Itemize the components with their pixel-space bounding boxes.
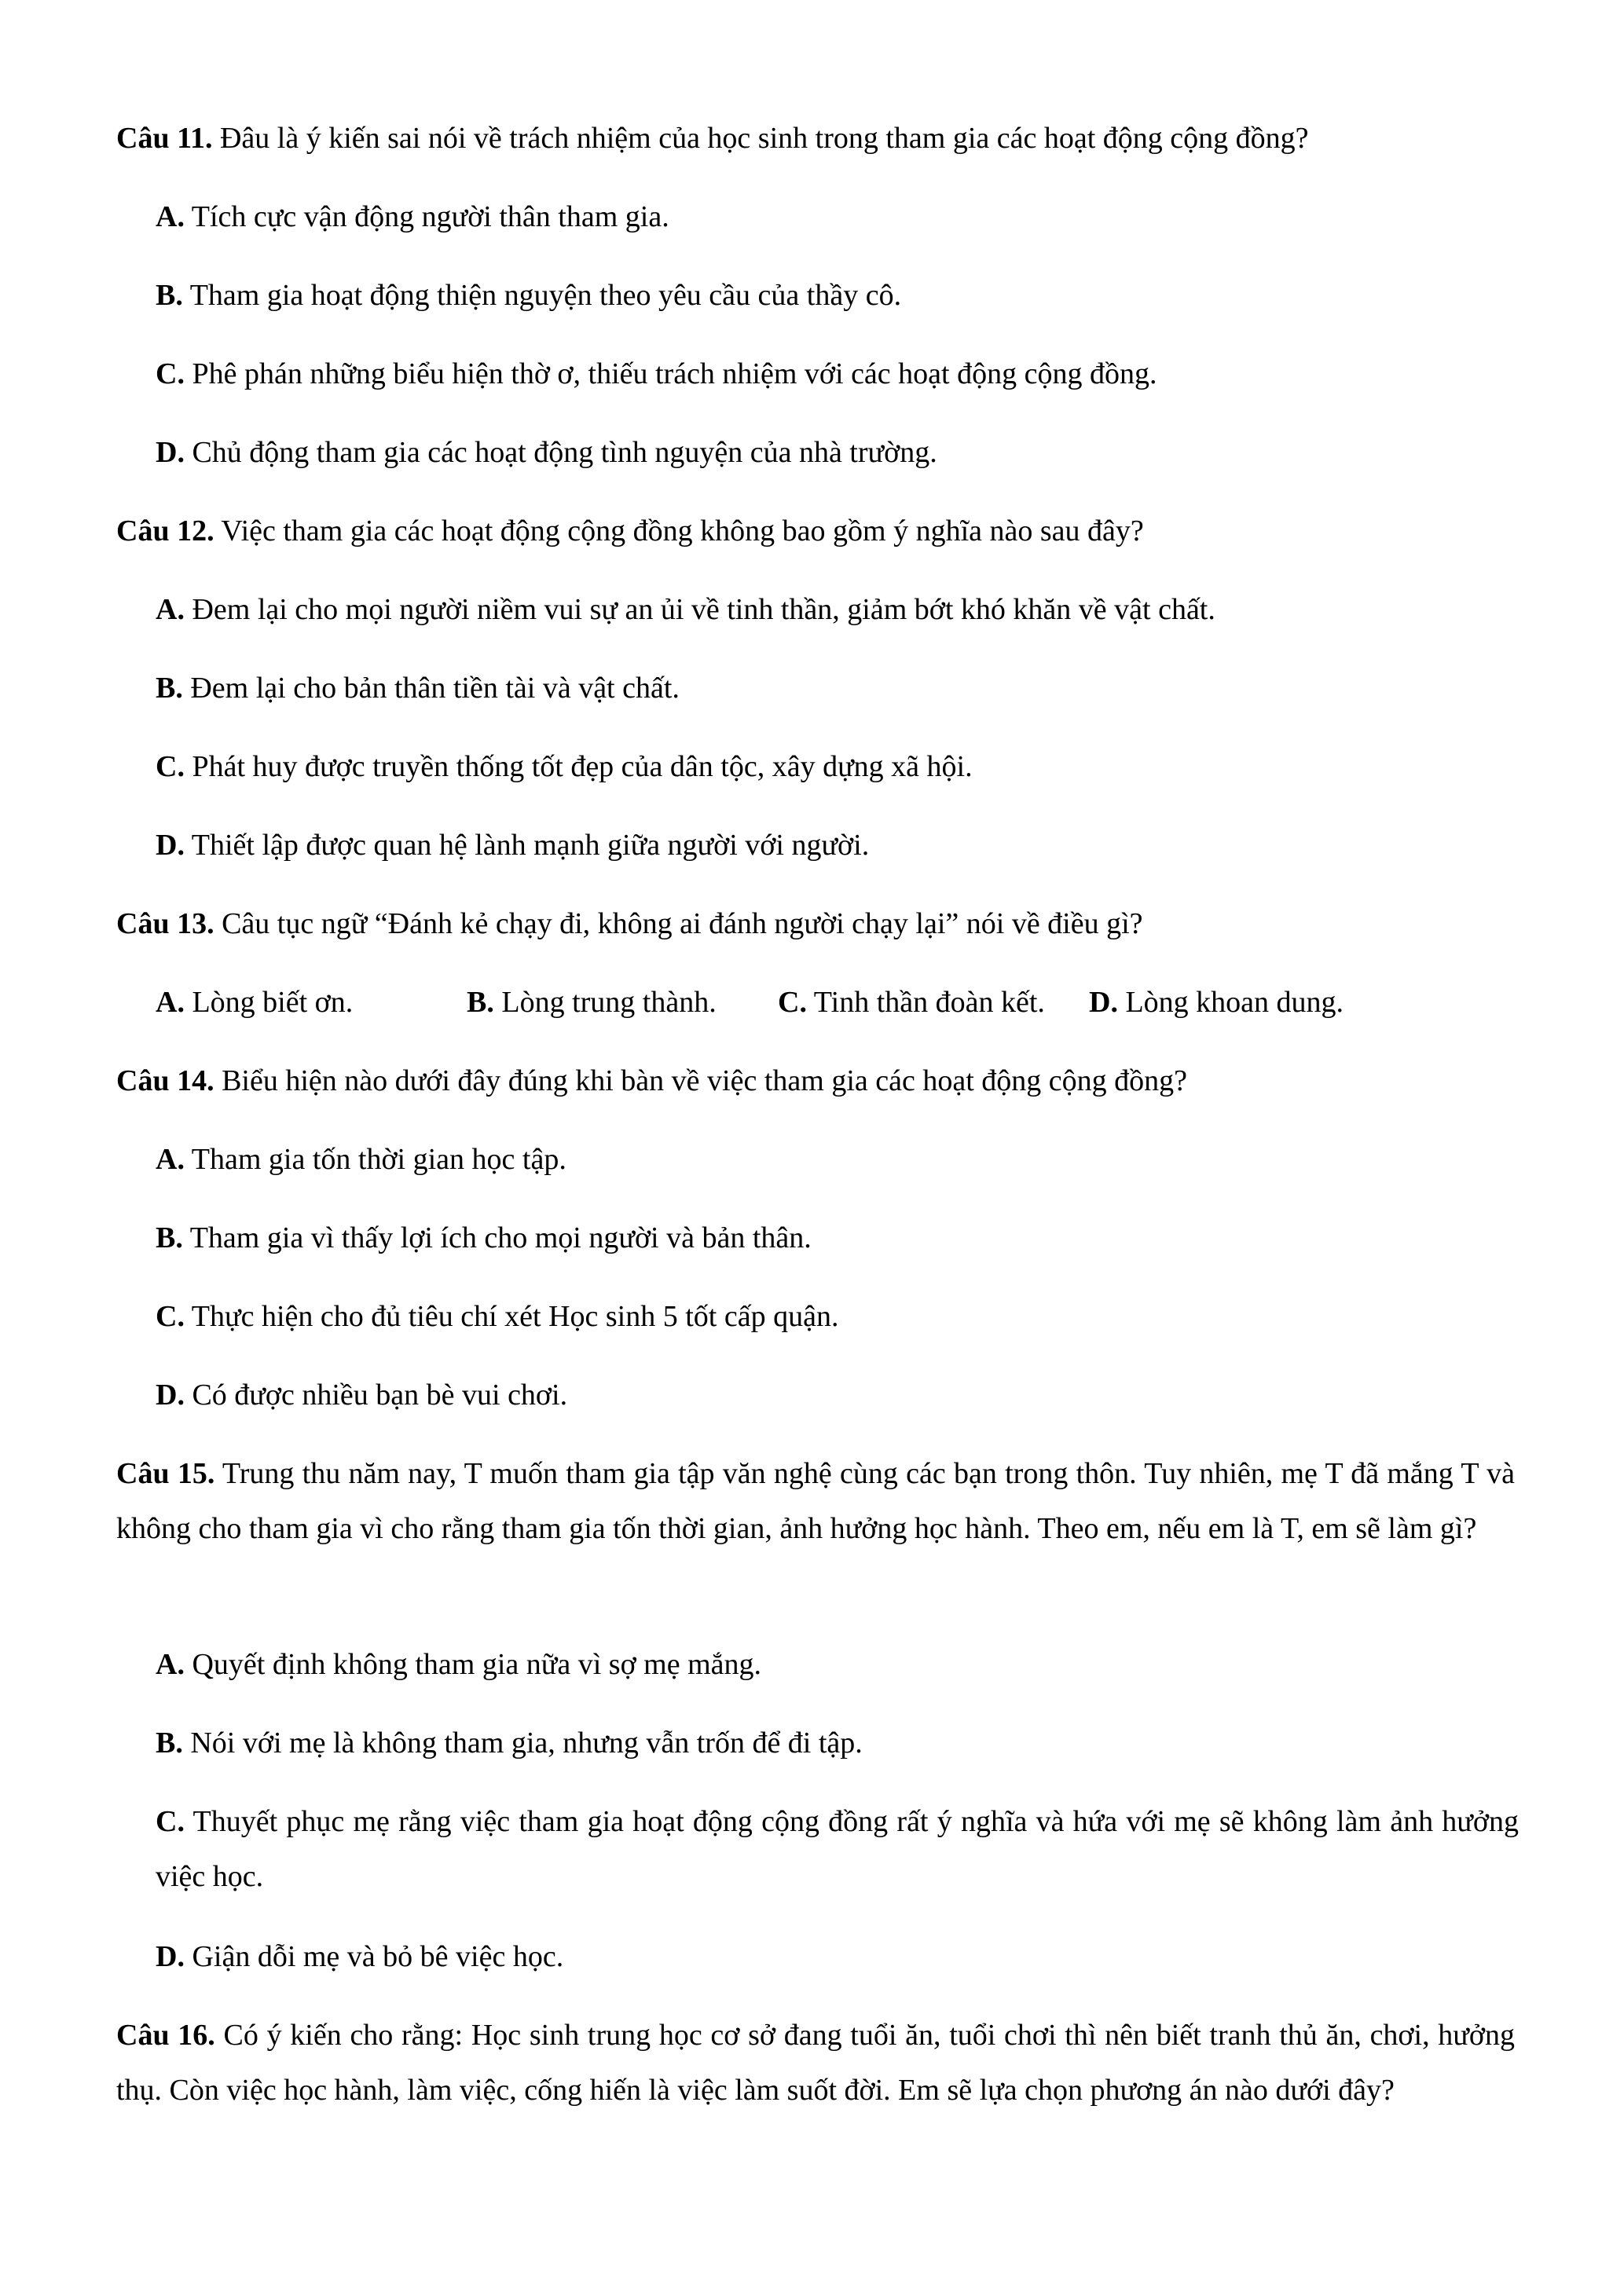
option-letter: C. xyxy=(156,1805,185,1838)
question-text: Việc tham gia các hoạt động cộng đồng không bao gồm ý nghĩa nào sau đây? xyxy=(221,514,1144,547)
option-text: Giận dỗi mẹ và bỏ bê việc học. xyxy=(192,1940,564,1973)
option-letter: B. xyxy=(156,279,183,312)
option-text: Thiết lập được quan hệ lành mạnh giữa người với người. xyxy=(191,829,870,862)
option-11-c xyxy=(156,346,1519,401)
option-letter: B. xyxy=(156,1221,183,1254)
option-text: Tham gia tốn thời gian học tập. xyxy=(191,1143,566,1176)
option-13-d xyxy=(1089,975,1344,1030)
question-11 xyxy=(116,111,1515,166)
option-text: Có được nhiều bạn bè vui chơi. xyxy=(192,1379,568,1412)
option-13-c xyxy=(778,975,1045,1030)
option-11-b xyxy=(156,268,1519,323)
option-11-a xyxy=(156,189,1519,244)
option-text: Tích cực vận động người thân tham gia. xyxy=(191,200,669,233)
option-14-a xyxy=(156,1132,1519,1187)
option-text: Lòng trung thành. xyxy=(501,986,717,1019)
option-letter: A. xyxy=(156,986,185,1019)
option-letter: B. xyxy=(156,672,183,705)
option-15-a xyxy=(156,1637,1519,1692)
option-letter: A. xyxy=(156,593,185,626)
option-text: Quyết định không tham gia nữa vì sợ mẹ mắng. xyxy=(192,1648,762,1681)
option-12-a xyxy=(156,582,1519,637)
option-text: Lòng biết ơn. xyxy=(192,986,354,1019)
question-text: Có ý kiến cho rằng: Học sinh trung học cơ sở đang tuổi ăn, tuổi chơi thì nên biết tranh thủ ăn, chơi, hưởng thụ. Còn việc học hành, làm việc, cống hiến là việc làm suốt đời. Em sẽ lựa chọn phương án nào dưới đây? xyxy=(116,2019,1515,2107)
question-number: Câu 14. xyxy=(116,1064,214,1097)
option-letter: D. xyxy=(156,436,185,469)
option-text: Đem lại cho mọi người niềm vui sự an ủi về tinh thần, giảm bớt khó khăn về vật chất. xyxy=(192,593,1215,626)
option-text: Nói với mẹ là không tham gia, nhưng vẫn trốn để đi tập. xyxy=(190,1727,863,1760)
option-text: Lòng khoan dung. xyxy=(1125,986,1344,1019)
option-letter: D. xyxy=(156,829,185,862)
question-text: Đâu là ý kiến sai nói về trách nhiệm của học sinh trong tham gia các hoạt động cộng đồng? xyxy=(219,122,1309,155)
option-letter: D. xyxy=(1089,986,1118,1019)
option-11-d xyxy=(156,425,1519,480)
option-letter: D. xyxy=(156,1940,185,1973)
option-15-b xyxy=(156,1716,1519,1771)
question-number: Câu 12. xyxy=(116,514,214,547)
question-15 xyxy=(116,1446,1515,1556)
option-12-b xyxy=(156,661,1519,716)
option-letter: A. xyxy=(156,1648,185,1681)
question-12 xyxy=(116,504,1515,558)
option-text: Thuyết phục mẹ rằng việc tham gia hoạt động cộng đồng rất ý nghĩa và hứa với mẹ sẽ không làm ảnh hưởng việc học. xyxy=(156,1805,1519,1893)
option-text: Chủ động tham gia các hoạt động tình nguyện của nhà trường. xyxy=(192,436,937,469)
option-letter: A. xyxy=(156,200,185,233)
option-text: Tham gia vì thấy lợi ích cho mọi người và bản thân. xyxy=(189,1221,812,1254)
option-15-c xyxy=(156,1794,1519,1904)
option-text: Tham gia hoạt động thiện nguyện theo yêu cầu của thầy cô. xyxy=(189,279,902,312)
option-letter: B. xyxy=(467,986,494,1019)
option-letter: D. xyxy=(156,1379,185,1412)
question-number: Câu 13. xyxy=(116,907,214,940)
option-letter: C. xyxy=(778,986,807,1019)
question-14 xyxy=(116,1053,1515,1108)
option-letter: C. xyxy=(156,1300,185,1333)
option-13-a xyxy=(156,975,353,1030)
option-14-c xyxy=(156,1289,1519,1344)
option-letter: C. xyxy=(156,750,185,783)
option-text: Phê phán những biểu hiện thờ ơ, thiếu trách nhiệm với các hoạt động cộng đồng. xyxy=(192,357,1157,390)
option-text: Đem lại cho bản thân tiền tài và vật chất. xyxy=(190,672,680,705)
option-12-c xyxy=(156,739,1519,794)
option-letter: A. xyxy=(156,1143,185,1176)
option-letter: B. xyxy=(156,1727,183,1760)
question-number: Câu 16. xyxy=(116,2019,215,2052)
option-13-b xyxy=(467,975,717,1030)
question-text: Trung thu năm nay, T muốn tham gia tập văn nghệ cùng các bạn trong thôn. Tuy nhiên, mẹ T đã mắng T và không cho tham gia vì cho rằng tham gia tốn thời gian, ảnh hưởng học hành. Theo em, nếu em là T, em sẽ làm gì? xyxy=(116,1457,1515,1545)
question-number: Câu 15. xyxy=(116,1457,215,1490)
option-15-d xyxy=(156,1929,1519,1984)
option-text: Phát huy được truyền thống tốt đẹp của dân tộc, xây dựng xã hội. xyxy=(192,750,973,783)
question-number: Câu 11. xyxy=(116,122,213,155)
option-text: Thực hiện cho đủ tiêu chí xét Học sinh 5 tốt cấp quận. xyxy=(191,1300,839,1333)
option-text: Tinh thần đoàn kết. xyxy=(813,986,1045,1019)
question-13 xyxy=(116,896,1515,951)
question-16 xyxy=(116,2008,1515,2118)
question-text: Câu tục ngữ “Đánh kẻ chạy đi, không ai đánh người chạy lại” nói về điều gì? xyxy=(222,907,1143,940)
option-14-b xyxy=(156,1210,1519,1265)
option-letter: C. xyxy=(156,357,185,390)
question-text: Biểu hiện nào dưới đây đúng khi bàn về việc tham gia các hoạt động cộng đồng? xyxy=(222,1064,1187,1097)
option-14-d xyxy=(156,1368,1519,1423)
option-12-d xyxy=(156,818,1519,873)
